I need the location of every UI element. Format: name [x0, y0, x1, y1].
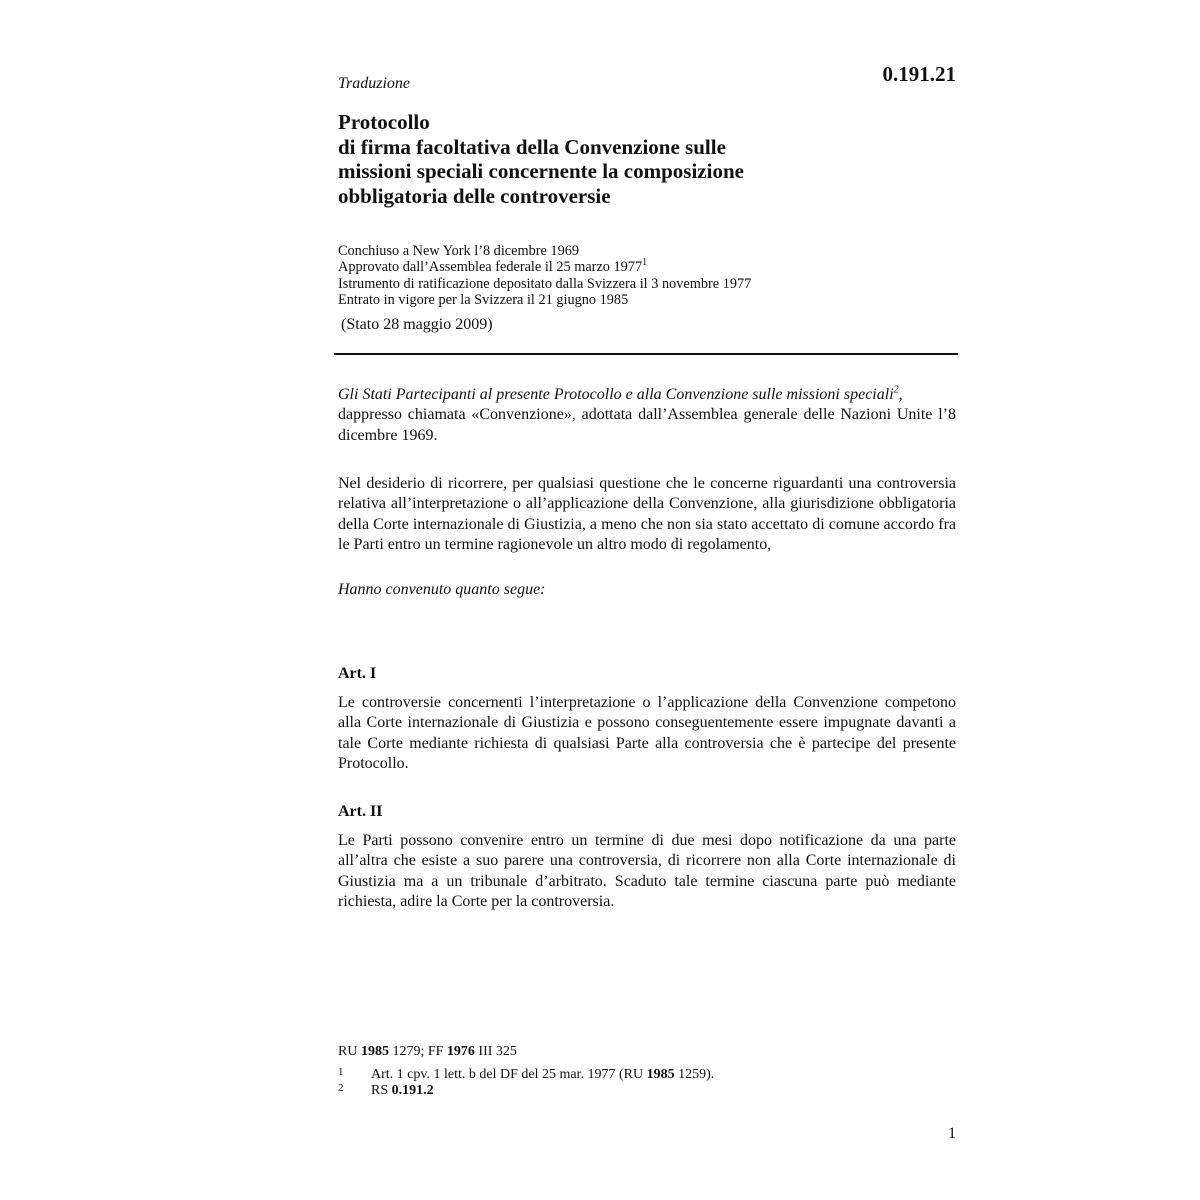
preamble-paragraph-3: Hanno convenuto quanto segue: — [338, 581, 546, 598]
preamble-parties-comma: , — [898, 386, 903, 403]
footnote-bold: 1985 — [646, 1067, 675, 1082]
title-line: missioni speciali concernente la composizione — [338, 159, 744, 183]
ff-year: 1976 — [446, 1044, 475, 1059]
title-line: di firma facoltativa della Convenzione sulle — [338, 134, 726, 159]
ru-page: 1279; FF — [392, 1044, 444, 1059]
footnote-number: 2 — [338, 1082, 344, 1094]
article-2-heading: Art. II — [338, 803, 383, 820]
article-2-text: Le Parti possono convenire entro un termine di due mesi dopo notificazione da una parte all’altra che esiste a suo parere una controversia, di ricorrere non alla Corte internazionale di Giustizia ma a un tribunale d’arbitrato. Scaduto tale termine ciascuna parte può mediante richiesta, adire la Corte per la controversia. — [338, 832, 956, 911]
ff-reference: III 325 — [478, 1044, 517, 1059]
article-1-text: Le controversie concernenti l’interpretazione o l’applicazione della Convenzione competono alla Corte internazionale di Giustizia e possono conseguentemente essere impugnate davanti a tale Corte mediante richiesta di qualsiasi Parte alla controversia che è partecipe del presente Protocollo. — [338, 694, 956, 773]
preamble-paragraph-1 — [338, 385, 956, 446]
status-date: (Stato 28 maggio 2009) — [341, 316, 493, 333]
footnote-text-end: 1259). — [678, 1067, 715, 1082]
preamble-convention-reference: dappresso chiamata «Convenzione», adottata dall’Assemblea generale delle Nazioni Unite l’8 dicembre 1969. — [338, 406, 956, 444]
footnote-ref-1[interactable]: 1 — [642, 257, 648, 269]
preamble-parties-text: Gli Stati Partecipanti al presente Protocollo e alla Convenzione sulle missioni speciali — [338, 386, 894, 403]
document-title — [338, 110, 938, 208]
footnote-text: Art. 1 cpv. 1 lett. b del DF del 25 mar. 1977 (RU — [371, 1067, 644, 1082]
approved-text: Approvato dall’Assemblea federale il 25 marzo 1977 — [338, 259, 643, 276]
footnote-text: RS — [371, 1083, 389, 1098]
footnote-bold: 0.191.2 — [391, 1083, 434, 1098]
article-1-heading: Art. I — [338, 665, 377, 682]
sr-number: 0.191.21 — [882, 62, 956, 86]
page-number: 1 — [948, 1125, 956, 1142]
preamble-parties — [338, 386, 903, 403]
concluded-line: Conchiuso a New York l’8 dicembre 1969 — [338, 243, 580, 259]
treaty-metadata — [338, 243, 938, 308]
ru-year: 1985 — [360, 1044, 389, 1059]
footnote-ref-2[interactable]: 2 — [893, 384, 899, 396]
preamble-paragraph-2: Nel desiderio di ricorrere, per qualsiasi questione che le concerne riguardanti una controversia relativa all’interpretazione o all’applicazione della Convenzione, alla giurisdizione obbligatoria della Corte internazionale di Giustizia, a meno che non sia stato accettato di comune accordo fra le Parti entro un termine ragionevole un altro modo di regolamento, — [338, 475, 956, 554]
title-line: Protocollo — [338, 110, 430, 134]
ratification-line: Istrumento di ratificazione depositato dalla Svizzera il 3 novembre 1977 — [338, 275, 752, 292]
footnote-2 — [338, 1080, 434, 1099]
ru-label: RU — [338, 1044, 358, 1059]
footnote-number: 1 — [338, 1066, 344, 1078]
publication-reference — [338, 1044, 517, 1060]
entry-into-force-line: Entrato in vigore per la Svizzera il 21 giugno 1985 — [338, 291, 629, 308]
approved-line — [338, 259, 938, 275]
translation-label: Traduzione — [338, 75, 411, 92]
horizontal-divider — [334, 353, 958, 355]
title-line: obbligatoria delle controversie — [338, 183, 611, 208]
